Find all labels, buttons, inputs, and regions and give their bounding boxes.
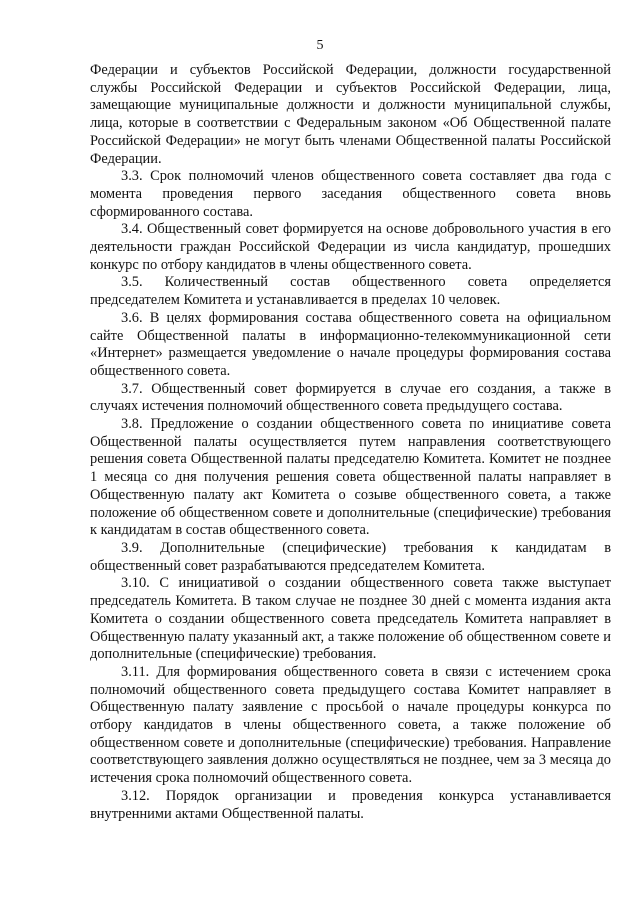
- paragraph-3-7: 3.7. Общественный совет формируется в случае его создания, а также в случаях истечения полномочий общественного совета предыдущего состава.: [90, 380, 611, 415]
- page-number: 5: [316, 38, 324, 53]
- paragraph-3-10: 3.10. С инициативой о создании общественного совета также выступает председатель Комитета. В таком случае не позднее 30 дней с момента издания акта Комитета о создании общественного совета председатель Комитета направляет в Общественную палату указанный акт, а также положение об общественном совете и дополнительные (специфические) требования.: [90, 575, 611, 663]
- paragraph-3-9: 3.9. Дополнительные (специфические) требования к кандидатам в общественный совет разрабатываются председателем Комитета.: [90, 539, 611, 574]
- paragraph-3-4: 3.4. Общественный совет формируется на основе добровольного участия в его деятельности граждан Российской Федерации из числа кандидатур, прошедших конкурс по отбору кандидатов в члены общественного совета.: [90, 221, 611, 273]
- paragraph-3-12: 3.12. Порядок организации и проведения конкурса устанавливается внутренними актами Общественной палаты.: [90, 787, 611, 822]
- paragraph-3-6: 3.6. В целях формирования состава общественного совета на официальном сайте Общественной палаты в информационно-телекоммуникационной сети «Интернет» размещается уведомление о начале процедуры формирования состава общественного совета.: [90, 309, 611, 379]
- paragraph-continuation: Федерации и субъектов Российской Федерации, должности государственной службы Российской Федерации и субъектов Российской Федерации, лица, замещающие муниципальные должности и должности муниципальной службы, лица, которые в соответствии с Федеральным законом «Об Общественной палате Российской Федерации» не могут быть членами Общественной палаты Российской Федерации.: [90, 62, 611, 167]
- document-body: [90, 62, 611, 823]
- paragraph-3-5: 3.5. Количественный состав общественного совета определяется председателем Комитета и устанавливается в пределах 10 человек.: [90, 274, 611, 309]
- paragraph-3-3: 3.3. Срок полномочий членов общественного совета составляет два года с момента проведения первого заседания общественного совета вновь сформированного состава.: [90, 168, 611, 220]
- paragraph-3-11: 3.11. Для формирования общественного совета в связи с истечением срока полномочий общественного совета предыдущего состава Комитет направляет в Общественную палату заявление с просьбой о начале процедуры конкурса по отбору кандидатов в члены общественного совета, а также положение об общественном совете и дополнительные (специфические) требования. Направление соответствующего заявления должно осуществляться не позднее, чем за 3 месяца до истечения срока полномочий общественного совета.: [90, 663, 611, 787]
- paragraph-3-8: 3.8. Предложение о создании общественного совета по инициативе совета Общественной палаты осуществляется путем направления соответствующего решения совета Общественной палаты председателю Комитета. Комитет не позднее 1 месяца со дня получения решения совета общественной палаты направляет в Общественную палату акт Комитета о созыве общественного совета, а также положение об общественном совете и дополнительные (специфические) требования к кандидатам в состав общественного совета.: [90, 416, 611, 539]
